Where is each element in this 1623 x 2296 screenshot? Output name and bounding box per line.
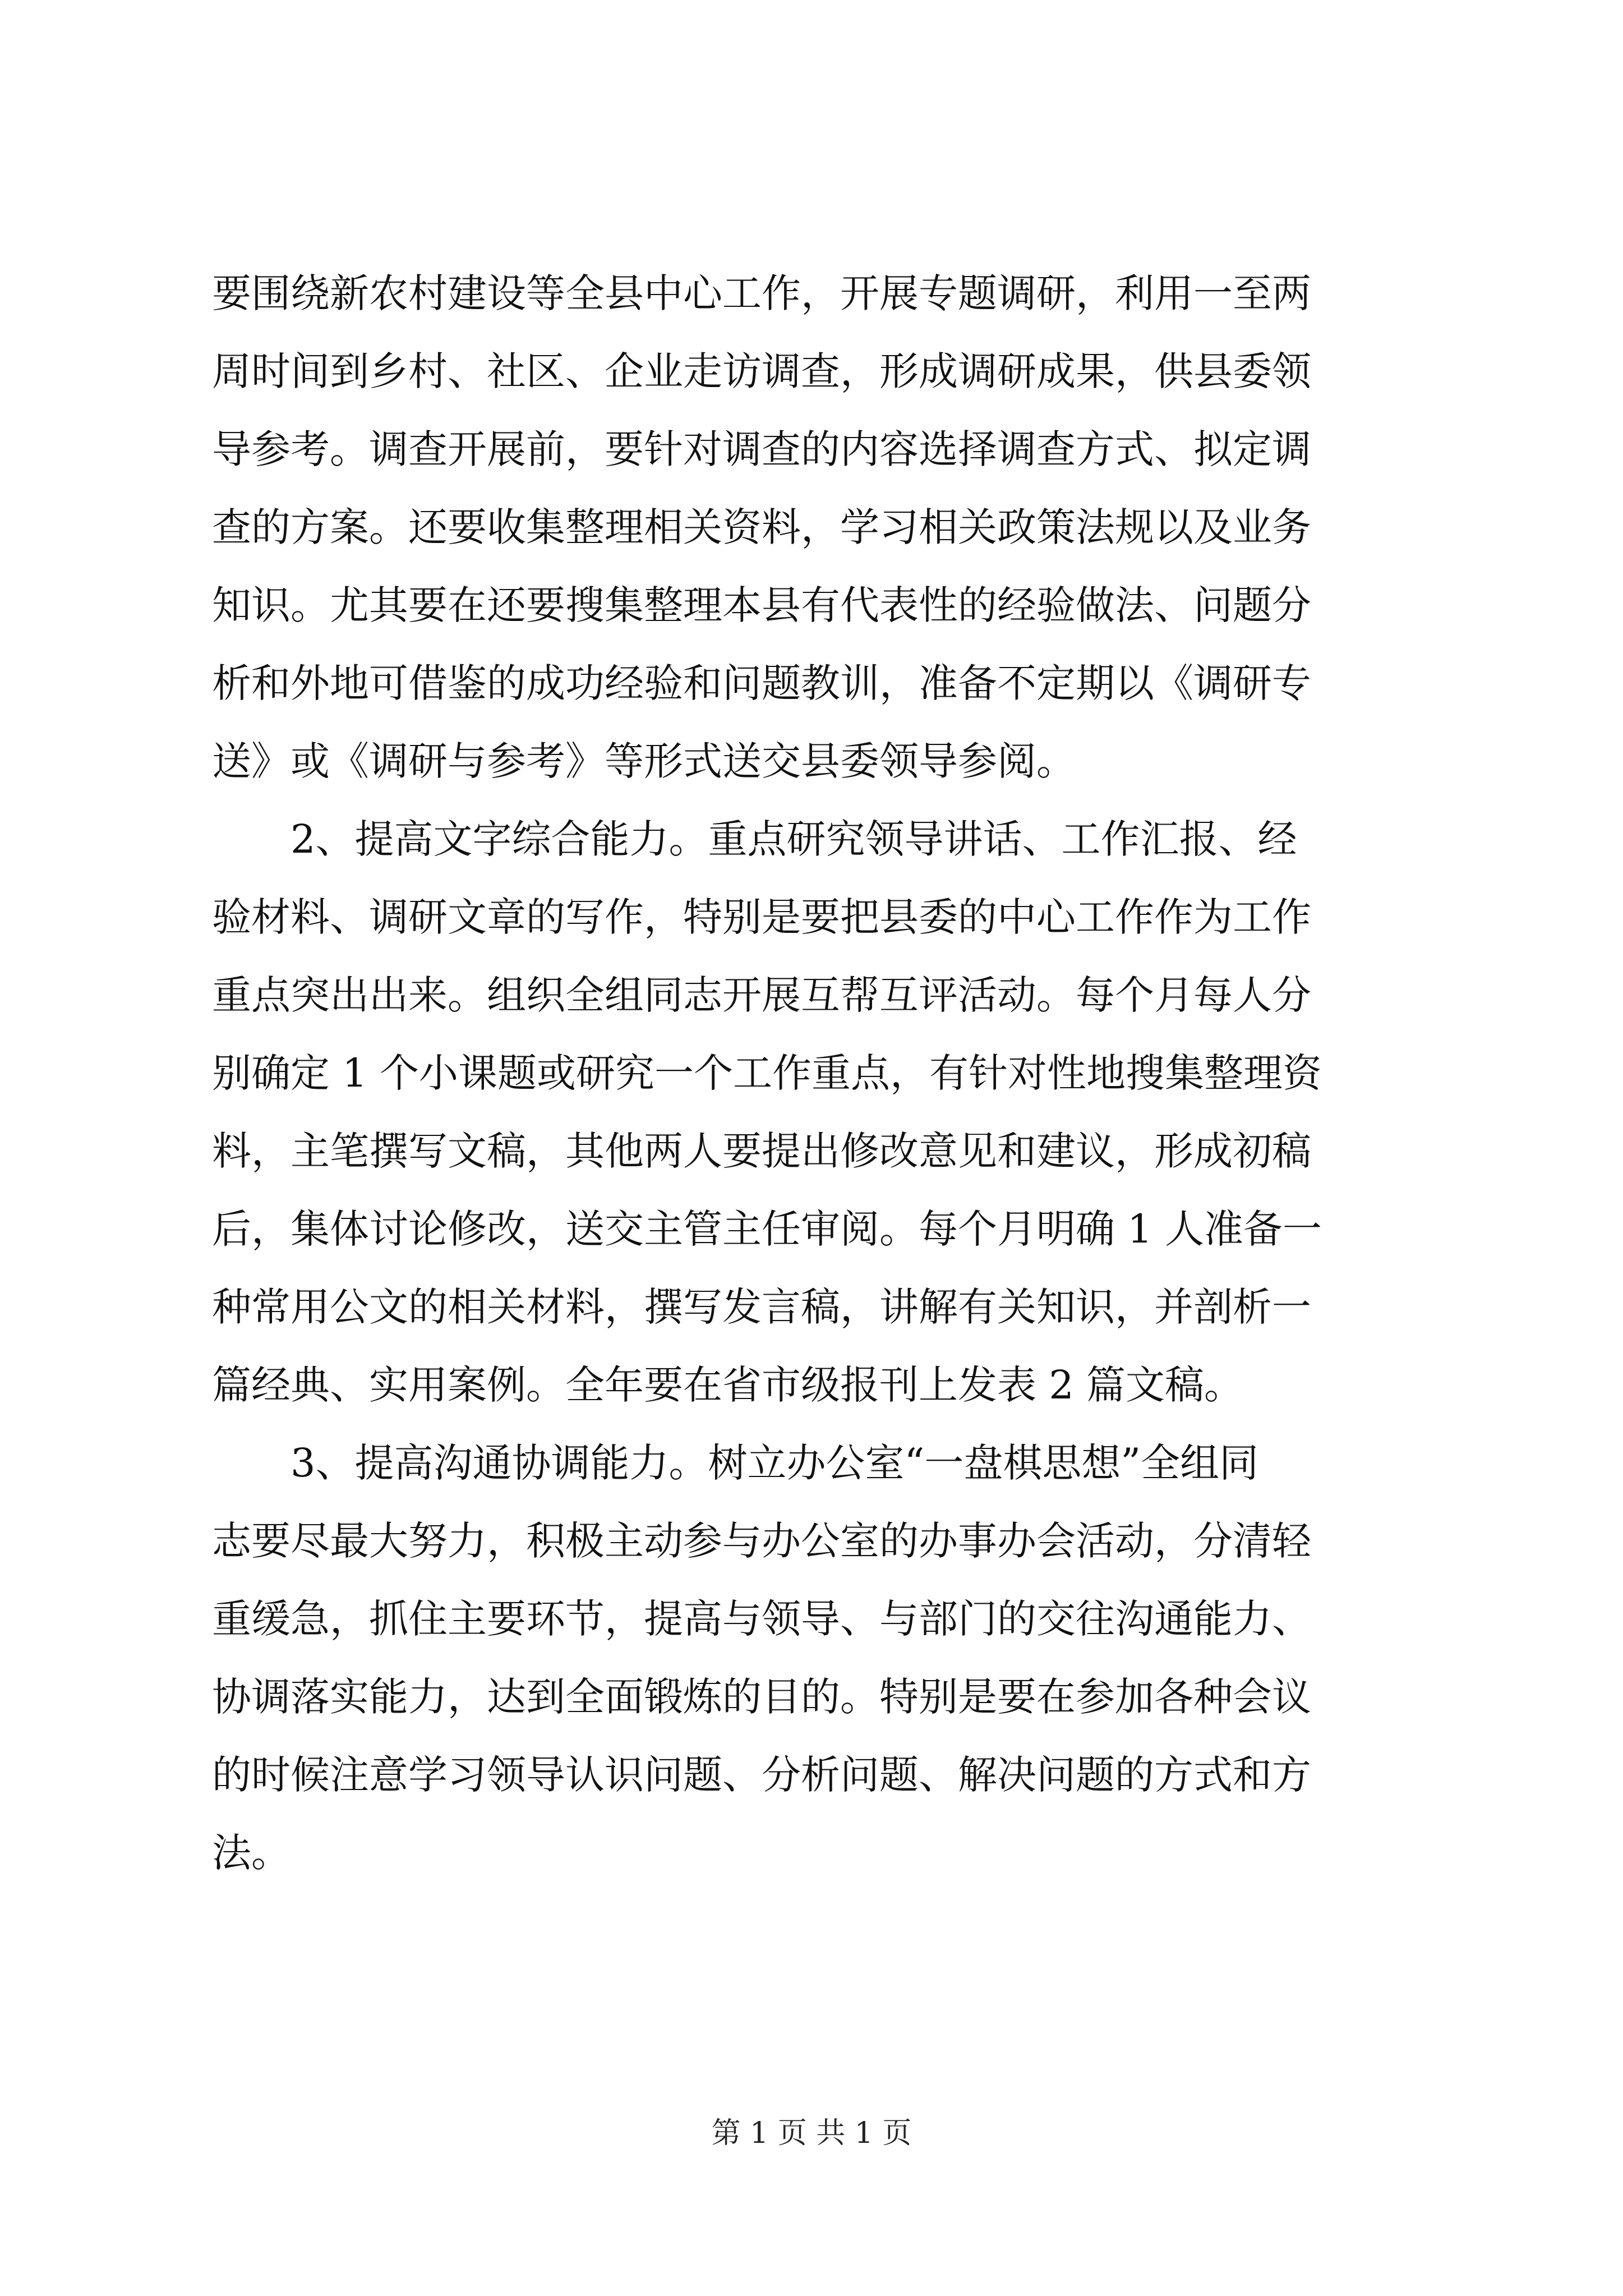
text-line: 析和外地可借鉴的成功经验和问题教训，准备不定期以《调研专 [212, 660, 1311, 706]
text-line: 种常用公文的相关材料，撰写发言稿，讲解有关知识，并剖析一 [212, 1284, 1311, 1330]
text-line: 查的方案。还要收集整理相关资料，学习相关政策法规以及业务 [212, 504, 1311, 550]
text-line: 送》或《调研与参考》等形式送交县委领导参阅。 [212, 738, 1076, 784]
text-line: 验材料、调研文章的写作，特别是要把县委的中心工作作为工作 [212, 894, 1311, 940]
text-line: 料，主笔撰写文稿，其他两人要提出修改意见和建议，形成初稿 [212, 1128, 1311, 1174]
text-line: 协调落实能力，达到全面锻炼的目的。特别是要在参加各种会议 [212, 1674, 1311, 1720]
text-line: 篇经典、实用案例。全年要在省市级报刊上发表 2 篇文稿。 [212, 1362, 1244, 1408]
text-line: 周时间到乡村、社区、企业走访调查，形成调研成果，供县委领 [212, 348, 1311, 394]
text-line: 2、提高文字综合能力。重点研究领导讲话、工作汇报、经 [212, 816, 1297, 862]
text-line: 法。 [212, 1830, 291, 1876]
text-line: 志要尽最大努力，积极主动参与办公室的办事办会活动，分清轻 [212, 1518, 1311, 1564]
text-line: 重缓急，抓住主要环节，提高与领导、与部门的交往沟通能力、 [212, 1596, 1311, 1642]
text-line: 导参考。调查开展前，要针对调查的内容选择调查方式、拟定调 [212, 426, 1311, 472]
text-line: 3、提高沟通协调能力。树立办公室“一盘棋思想”全组同 [212, 1440, 1259, 1486]
text-line: 后，集体讨论修改，送交主管主任审阅。每个月明确 1 人准备一 [212, 1206, 1322, 1252]
text-line: 知识。尤其要在还要搜集整理本县有代表性的经验做法、问题分 [212, 582, 1311, 628]
page-number-footer: 第 1 页 共 1 页 [711, 2116, 912, 2150]
text-line: 重点突出出来。组织全组同志开展互帮互评活动。每个月每人分 [212, 972, 1311, 1018]
text-line: 的时候注意学习领导认识问题、分析问题、解决问题的方式和方 [212, 1752, 1311, 1798]
text-line: 别确定 1 个小课题或研究一个工作重点，有针对性地搜集整理资 [212, 1050, 1322, 1096]
text-line: 要围绕新农村建设等全县中心工作，开展专题调研，利用一至两 [212, 270, 1311, 316]
